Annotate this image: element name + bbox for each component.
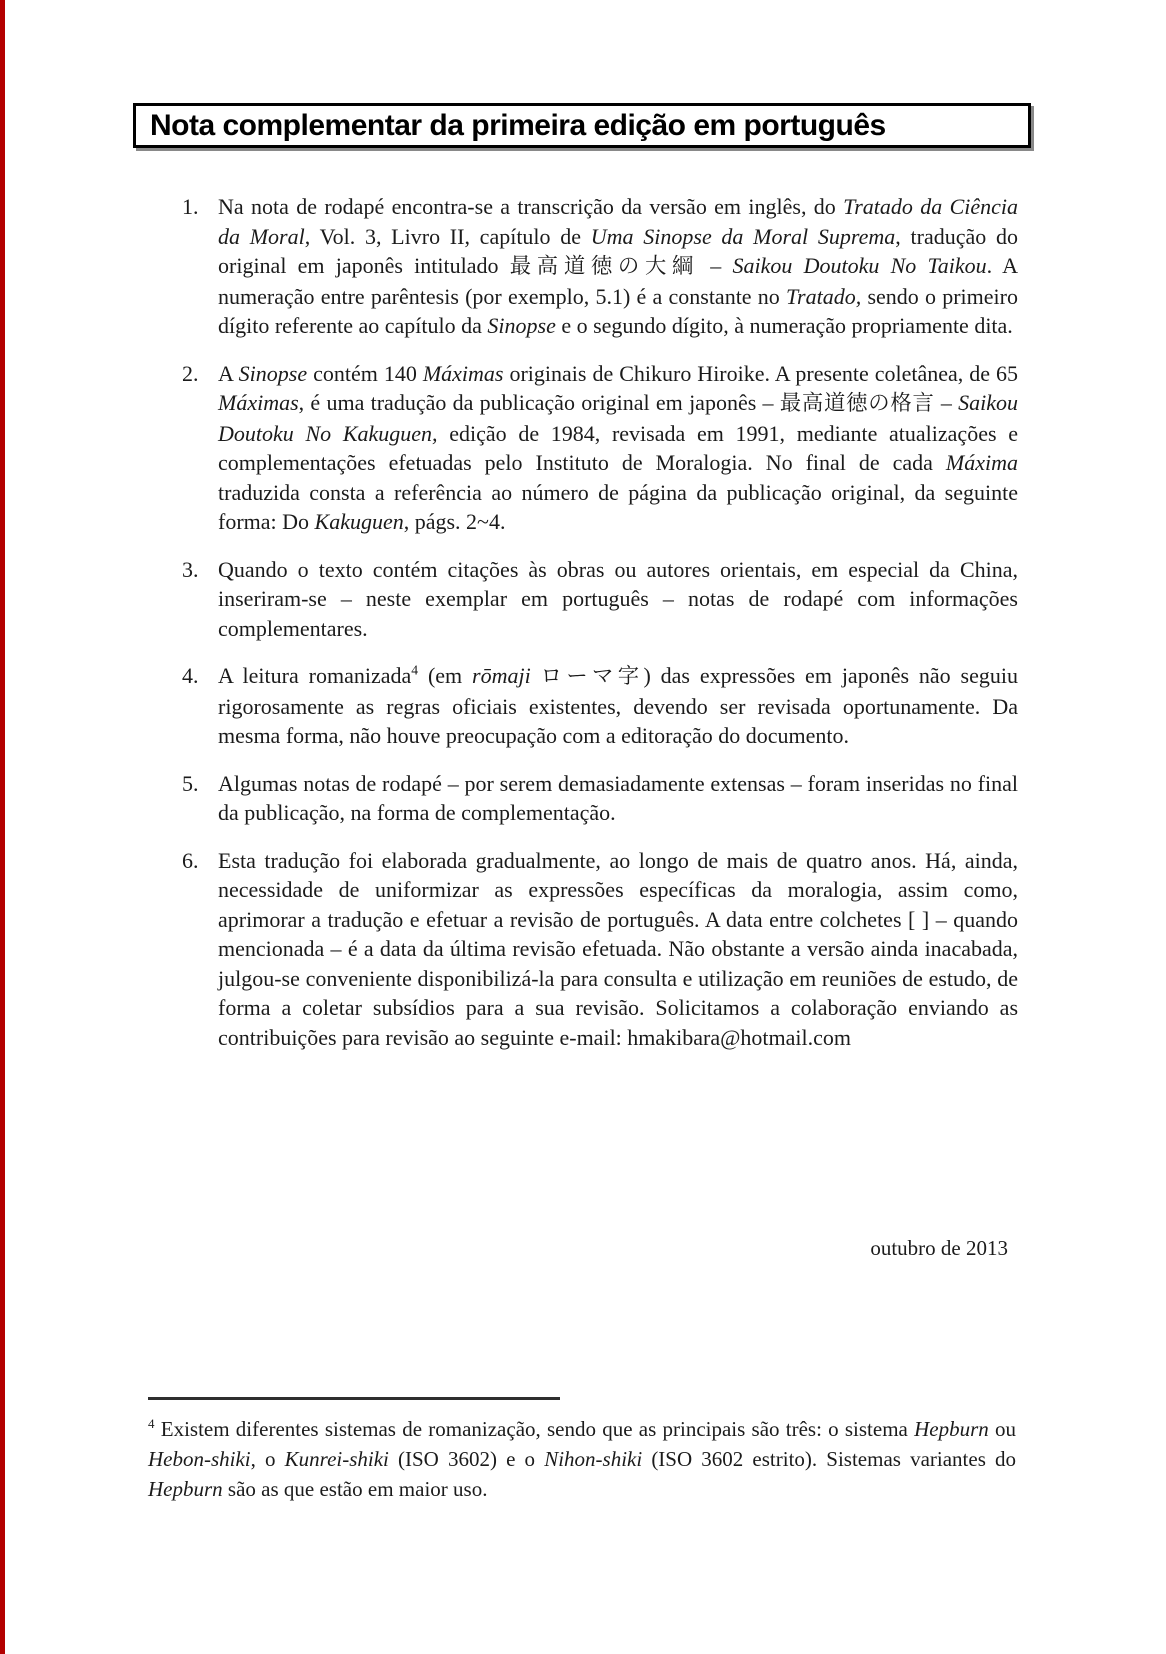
list-item	[148, 769, 1018, 828]
footnote-text: $^4$ Existem diferentes sistemas de romanização, sendo que as principais são três: o sistema Hepburn ou Hebon-shiki, o Kunrei-shiki (ISO 3602) e o Nihon-shiki (ISO 3602 estrito). Sistemas variantes do Hepburn são as que estão em maior uso.	[148, 1416, 1016, 1501]
title-box	[133, 103, 1031, 148]
list-item	[148, 555, 1018, 644]
item-text: A Sinopse contém 140 Máximas originais de Chikuro Hiroike. A presente coletânea, de 65 Máximas, é uma tradução da publicação original em japonês – 最高道徳の格言 – Saikou Doutoku No Kakuguen, edição de 1984, revisada em 1991, mediante atualizações e complementações efetuadas pelo Instituto de Moralogia. No final de cada Máxima traduzida consta a referência ao número de página da publicação original, da seguinte forma: Do Kakuguen, págs. 2~4.	[218, 360, 1018, 534]
date-line: outubro de 2013	[870, 1236, 1008, 1260]
item-number: 3.	[182, 556, 199, 582]
notes-list	[148, 192, 1018, 1070]
item-text: Algumas notas de rodapé – por serem demasiadamente extensas – foram inseridas no final da publicação, na forma de complementação.	[218, 770, 1018, 825]
item-number: 4.	[182, 663, 199, 688]
list-item	[148, 846, 1018, 1053]
item-number: 2.	[182, 360, 199, 386]
item-text: Quando o texto contém citações às obras ou autores orientais, em especial da China, inseriram-se – neste exemplar em português – notas de rodapé com informações complementares.	[218, 556, 1018, 641]
item-text: Esta tradução foi elaborada gradualmente, ao longo de mais de quatro anos. Há, ainda, necessidade de uniformizar as expressões específicas da moralogia, assim como, aprimorar a tradução e efetuar a revisão de português. A data entre colchetes [ ] – quando mencionada – é a data da última revisão efetuada. Não obstante a versão ainda inacabada, julgou-se conveniente disponibilizá-la para consulta e utilização em reuniões de estudo, de forma a coletar subsídios para a sua revisão. Solicitamos a colaboração enviando as contribuições para revisão ao seguinte e-mail: hmakibara@hotmail.com	[218, 847, 1018, 1050]
item-number: 6.	[182, 847, 199, 873]
scan-edge-artifact	[0, 0, 5, 1654]
page-title: Nota complementar da primeira edição em português	[150, 108, 886, 142]
item-text: Na nota de rodapé encontra-se a transcrição da versão em inglês, do Tratado da Ciência da Moral, Vol. 3, Livro II, capítulo de Uma Sinopse da Moral Suprema, tradução do original em japonês intitulado 最高道徳の大綱 – Saikou Doutoku No Taikou. A numeração entre parêntesis (por exemplo, 5.1) é a constante no Tratado, sendo o primeiro dígito referente ao capítulo da Sinopse e o segundo dígito, à numeração propriamente dita.	[218, 194, 1019, 338]
footnote	[148, 1414, 1016, 1504]
list-item	[148, 359, 1018, 537]
item-number: 5.	[182, 770, 199, 796]
footnote-separator	[148, 1397, 560, 1400]
list-item	[148, 192, 1018, 341]
item-number: 1.	[182, 194, 199, 219]
item-text: A leitura romanizada$^4$ (em rōmaji ローマ字) das expressões em japonês não seguiu rigorosamente as regras oficiais existentes, devendo ser revisada oportunamente. Da mesma forma, não houve preocupação com a editoração do documento.	[218, 662, 1018, 748]
list-item	[148, 661, 1018, 751]
